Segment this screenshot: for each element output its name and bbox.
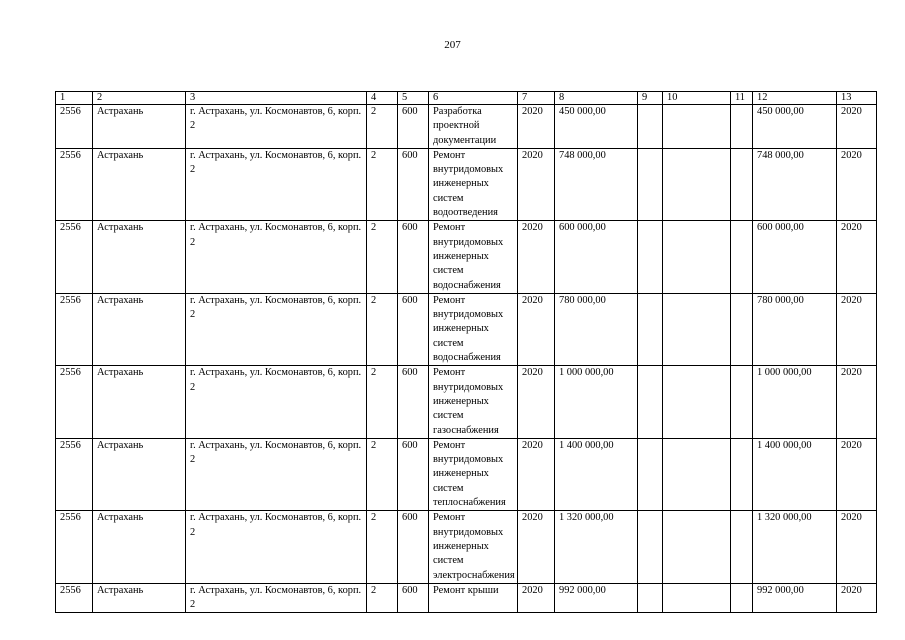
table-cell-c5: 600 xyxy=(398,366,429,438)
table-cell-c3: г. Астрахань, ул. Космонавтов, 6, корп. 2 xyxy=(186,511,367,583)
column-header-12: 12 xyxy=(753,92,837,105)
table-cell-c8: 450 000,00 xyxy=(555,105,638,149)
table-cell-c5: 600 xyxy=(398,583,429,613)
table-cell-c4: 2 xyxy=(367,148,398,220)
table-cell-c12: 1 400 000,00 xyxy=(753,438,837,510)
table-cell-c1: 2556 xyxy=(56,438,93,510)
table-cell-c8: 780 000,00 xyxy=(555,293,638,365)
table-cell-c8: 1 320 000,00 xyxy=(555,511,638,583)
table-cell-c4: 2 xyxy=(367,511,398,583)
table-cell-c2: Астрахань xyxy=(93,583,186,613)
table-cell-c7: 2020 xyxy=(518,293,555,365)
table-cell-c9 xyxy=(638,438,663,510)
table-cell-c3: г. Астрахань, ул. Космонавтов, 6, корп. 2 xyxy=(186,148,367,220)
data-table xyxy=(55,91,877,613)
table-cell-c7: 2020 xyxy=(518,148,555,220)
column-header-4: 4 xyxy=(367,92,398,105)
table-cell-c2: Астрахань xyxy=(93,148,186,220)
page-number: 207 xyxy=(444,39,461,51)
table-cell-c9 xyxy=(638,148,663,220)
table-cell-c7: 2020 xyxy=(518,221,555,293)
table-cell-c12: 600 000,00 xyxy=(753,221,837,293)
table-cell-c11 xyxy=(731,583,753,613)
column-header-10: 10 xyxy=(663,92,731,105)
table-row xyxy=(56,583,877,613)
table-cell-c1: 2556 xyxy=(56,221,93,293)
table-cell-c6: Ремонт внутридомовых инженерных систем водоснабжения xyxy=(429,293,518,365)
table-cell-c9 xyxy=(638,293,663,365)
table-cell-c13: 2020 xyxy=(837,148,877,220)
table-cell-c9 xyxy=(638,511,663,583)
table-cell-c5: 600 xyxy=(398,148,429,220)
column-header-6: 6 xyxy=(429,92,518,105)
table-cell-c10 xyxy=(663,105,731,149)
table-cell-c7: 2020 xyxy=(518,511,555,583)
table-cell-c1: 2556 xyxy=(56,148,93,220)
column-header-8: 8 xyxy=(555,92,638,105)
table-cell-c4: 2 xyxy=(367,366,398,438)
table-cell-c7: 2020 xyxy=(518,366,555,438)
table-cell-c12: 780 000,00 xyxy=(753,293,837,365)
table-cell-c3: г. Астрахань, ул. Космонавтов, 6, корп. 2 xyxy=(186,221,367,293)
table-cell-c8: 1 400 000,00 xyxy=(555,438,638,510)
table-cell-c12: 748 000,00 xyxy=(753,148,837,220)
table-cell-c3: г. Астрахань, ул. Космонавтов, 6, корп. 2 xyxy=(186,438,367,510)
table-cell-c11 xyxy=(731,105,753,149)
table-cell-c2: Астрахань xyxy=(93,221,186,293)
column-header-2: 2 xyxy=(93,92,186,105)
table-cell-c2: Астрахань xyxy=(93,105,186,149)
table-cell-c7: 2020 xyxy=(518,438,555,510)
table-cell-c9 xyxy=(638,221,663,293)
table-cell-c4: 2 xyxy=(367,221,398,293)
table-cell-c13: 2020 xyxy=(837,438,877,510)
table-cell-c10 xyxy=(663,221,731,293)
table-cell-c11 xyxy=(731,438,753,510)
table-cell-c8: 1 000 000,00 xyxy=(555,366,638,438)
table-cell-c7: 2020 xyxy=(518,583,555,613)
table-cell-c8: 748 000,00 xyxy=(555,148,638,220)
table-cell-c4: 2 xyxy=(367,583,398,613)
table-cell-c13: 2020 xyxy=(837,293,877,365)
table-cell-c2: Астрахань xyxy=(93,438,186,510)
table-cell-c13: 2020 xyxy=(837,105,877,149)
table-cell-c7: 2020 xyxy=(518,105,555,149)
table-cell-c6: Ремонт внутридомовых инженерных систем водоотведения xyxy=(429,148,518,220)
table-cell-c6: Ремонт крыши xyxy=(429,583,518,613)
table-cell-c10 xyxy=(663,366,731,438)
header-row xyxy=(56,92,877,105)
table-cell-c1: 2556 xyxy=(56,366,93,438)
table-cell-c3: г. Астрахань, ул. Космонавтов, 6, корп. 2 xyxy=(186,366,367,438)
table-cell-c6: Ремонт внутридомовых инженерных систем теплоснабжения xyxy=(429,438,518,510)
column-header-5: 5 xyxy=(398,92,429,105)
table-row xyxy=(56,293,877,365)
column-header-9: 9 xyxy=(638,92,663,105)
table-cell-c6: Ремонт внутридомовых инженерных систем газоснабжения xyxy=(429,366,518,438)
table-cell-c13: 2020 xyxy=(837,583,877,613)
table-cell-c6: Ремонт внутридомовых инженерных систем водоснабжения xyxy=(429,221,518,293)
column-header-3: 3 xyxy=(186,92,367,105)
table-cell-c1: 2556 xyxy=(56,511,93,583)
table-cell-c1: 2556 xyxy=(56,105,93,149)
table-cell-c3: г. Астрахань, ул. Космонавтов, 6, корп. 2 xyxy=(186,105,367,149)
table-cell-c10 xyxy=(663,511,731,583)
table-cell-c9 xyxy=(638,583,663,613)
table-cell-c11 xyxy=(731,366,753,438)
table-cell-c6: Разработка проектной документации xyxy=(429,105,518,149)
table-cell-c3: г. Астрахань, ул. Космонавтов, 6, корп. 2 xyxy=(186,583,367,613)
table-row xyxy=(56,438,877,510)
table-cell-c6: Ремонт внутридомовых инженерных систем электроснабжения xyxy=(429,511,518,583)
table-cell-c4: 2 xyxy=(367,293,398,365)
table-cell-c5: 600 xyxy=(398,105,429,149)
table-cell-c12: 1 000 000,00 xyxy=(753,366,837,438)
table-cell-c4: 2 xyxy=(367,438,398,510)
table-cell-c13: 2020 xyxy=(837,511,877,583)
table-cell-c12: 450 000,00 xyxy=(753,105,837,149)
table-cell-c5: 600 xyxy=(398,293,429,365)
table-cell-c11 xyxy=(731,221,753,293)
table-cell-c10 xyxy=(663,148,731,220)
column-header-13: 13 xyxy=(837,92,877,105)
column-header-11: 11 xyxy=(731,92,753,105)
table-cell-c8: 600 000,00 xyxy=(555,221,638,293)
table-cell-c13: 2020 xyxy=(837,221,877,293)
table-row xyxy=(56,511,877,583)
table-cell-c11 xyxy=(731,148,753,220)
table-cell-c11 xyxy=(731,511,753,583)
table-cell-c2: Астрахань xyxy=(93,366,186,438)
table-cell-c5: 600 xyxy=(398,438,429,510)
table-cell-c2: Астрахань xyxy=(93,511,186,583)
table-cell-c4: 2 xyxy=(367,105,398,149)
table-cell-c9 xyxy=(638,105,663,149)
table-cell-c1: 2556 xyxy=(56,583,93,613)
table-cell-c12: 992 000,00 xyxy=(753,583,837,613)
table-cell-c2: Астрахань xyxy=(93,293,186,365)
table-cell-c5: 600 xyxy=(398,221,429,293)
table-row xyxy=(56,148,877,220)
table-cell-c10 xyxy=(663,583,731,613)
table-cell-c10 xyxy=(663,293,731,365)
table-cell-c12: 1 320 000,00 xyxy=(753,511,837,583)
table-cell-c3: г. Астрахань, ул. Космонавтов, 6, корп. 2 xyxy=(186,293,367,365)
table-row xyxy=(56,366,877,438)
table-cell-c10 xyxy=(663,438,731,510)
table-row xyxy=(56,105,877,149)
table-cell-c1: 2556 xyxy=(56,293,93,365)
table-cell-c5: 600 xyxy=(398,511,429,583)
column-header-1: 1 xyxy=(56,92,93,105)
table-cell-c9 xyxy=(638,366,663,438)
table-cell-c13: 2020 xyxy=(837,366,877,438)
table-cell-c11 xyxy=(731,293,753,365)
table-row xyxy=(56,221,877,293)
column-header-7: 7 xyxy=(518,92,555,105)
table-cell-c8: 992 000,00 xyxy=(555,583,638,613)
